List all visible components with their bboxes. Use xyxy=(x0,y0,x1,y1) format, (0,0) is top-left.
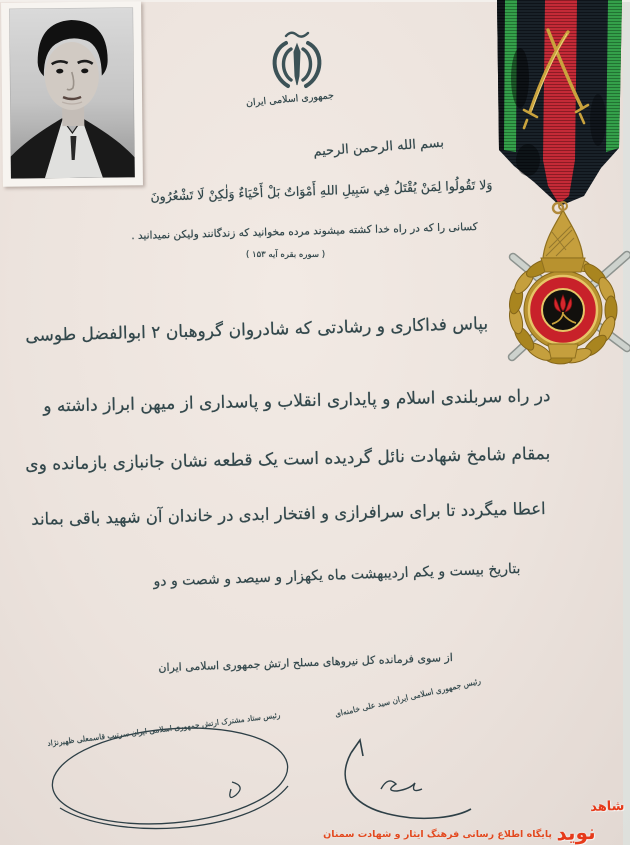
martyrdom-medal xyxy=(486,192,630,404)
logo-word-top: شاهد xyxy=(590,798,625,816)
body-line-3: بمقام شامخ شهادت نائل گردیده است یک قطعه نشان جانبازی بازمانده وی xyxy=(25,444,551,475)
flame-suspension xyxy=(541,202,585,272)
verse-citation: ( سوره بقره آیه ۱۵۳ ) xyxy=(245,250,326,260)
body-line-1: بپاس فداکاری و رشادتی که شادروان گروهبان ۲ ابوالفضل طوسی xyxy=(25,314,489,347)
martyr-portrait-photo xyxy=(1,1,143,186)
country-name: جمهوری اسلامی ایران xyxy=(245,90,335,109)
right-signer-name: سید علی خامنه‌ای xyxy=(334,697,391,719)
body-line-4: اعطا میگردد تا برای سرافرازی و افتخار ابدی در خاندان آن شهید باقی بماند xyxy=(30,499,546,529)
body-line-2: در راه سربلندی اسلام و پایداری انقلاب و پاسداری از میهن ابراز داشته و xyxy=(42,386,551,417)
right-signature-autograph xyxy=(325,705,490,823)
issuer-line: از سوی فرمانده کل نیروهای مسلح ارتش جمهوری اسلامی ایران xyxy=(158,651,454,675)
iran-emblem-icon xyxy=(266,29,328,93)
portrait-illustration xyxy=(9,7,135,178)
date-line: بتاریخ بیست و یکم اردیبهشت ماه یکهزار و سیصد و شصت و دو xyxy=(153,561,521,590)
quran-verse: وَلا تَقُولُوا لِمَنْ يُقْتَلُ فِي سَبِيلِ اللهِ أَمْوَاتٌ بَلْ أَحْيَاءٌ وَلٰكِنْ لَا تَشْعُرُونَ xyxy=(150,177,493,204)
left-signer-title: رئیس ستاد مشترک ارتش جمهوری اسلامی ایران xyxy=(130,710,281,738)
medal-ribbon xyxy=(486,0,630,216)
navid-shahed-logo xyxy=(553,799,628,845)
logo-word-bottom: نوید xyxy=(555,819,596,845)
left-signer-name: سرتیپ قاسمعلی ظهیرنژاد xyxy=(46,729,130,748)
verse-translation: کسانی را که در راه خدا کشته میشوند مرده مخوانید که زندگانند ولیکن نمیدانید . xyxy=(131,221,479,243)
watermark-caption: پایگاه اطلاع رسانی فرهنگ ایثار و شهادت سمنان xyxy=(323,829,552,840)
bismillah-line: بسم الله الرحمن الرحیم xyxy=(312,135,445,160)
right-signer-title: رئیس جمهوری اسلامی ایران xyxy=(391,676,482,706)
